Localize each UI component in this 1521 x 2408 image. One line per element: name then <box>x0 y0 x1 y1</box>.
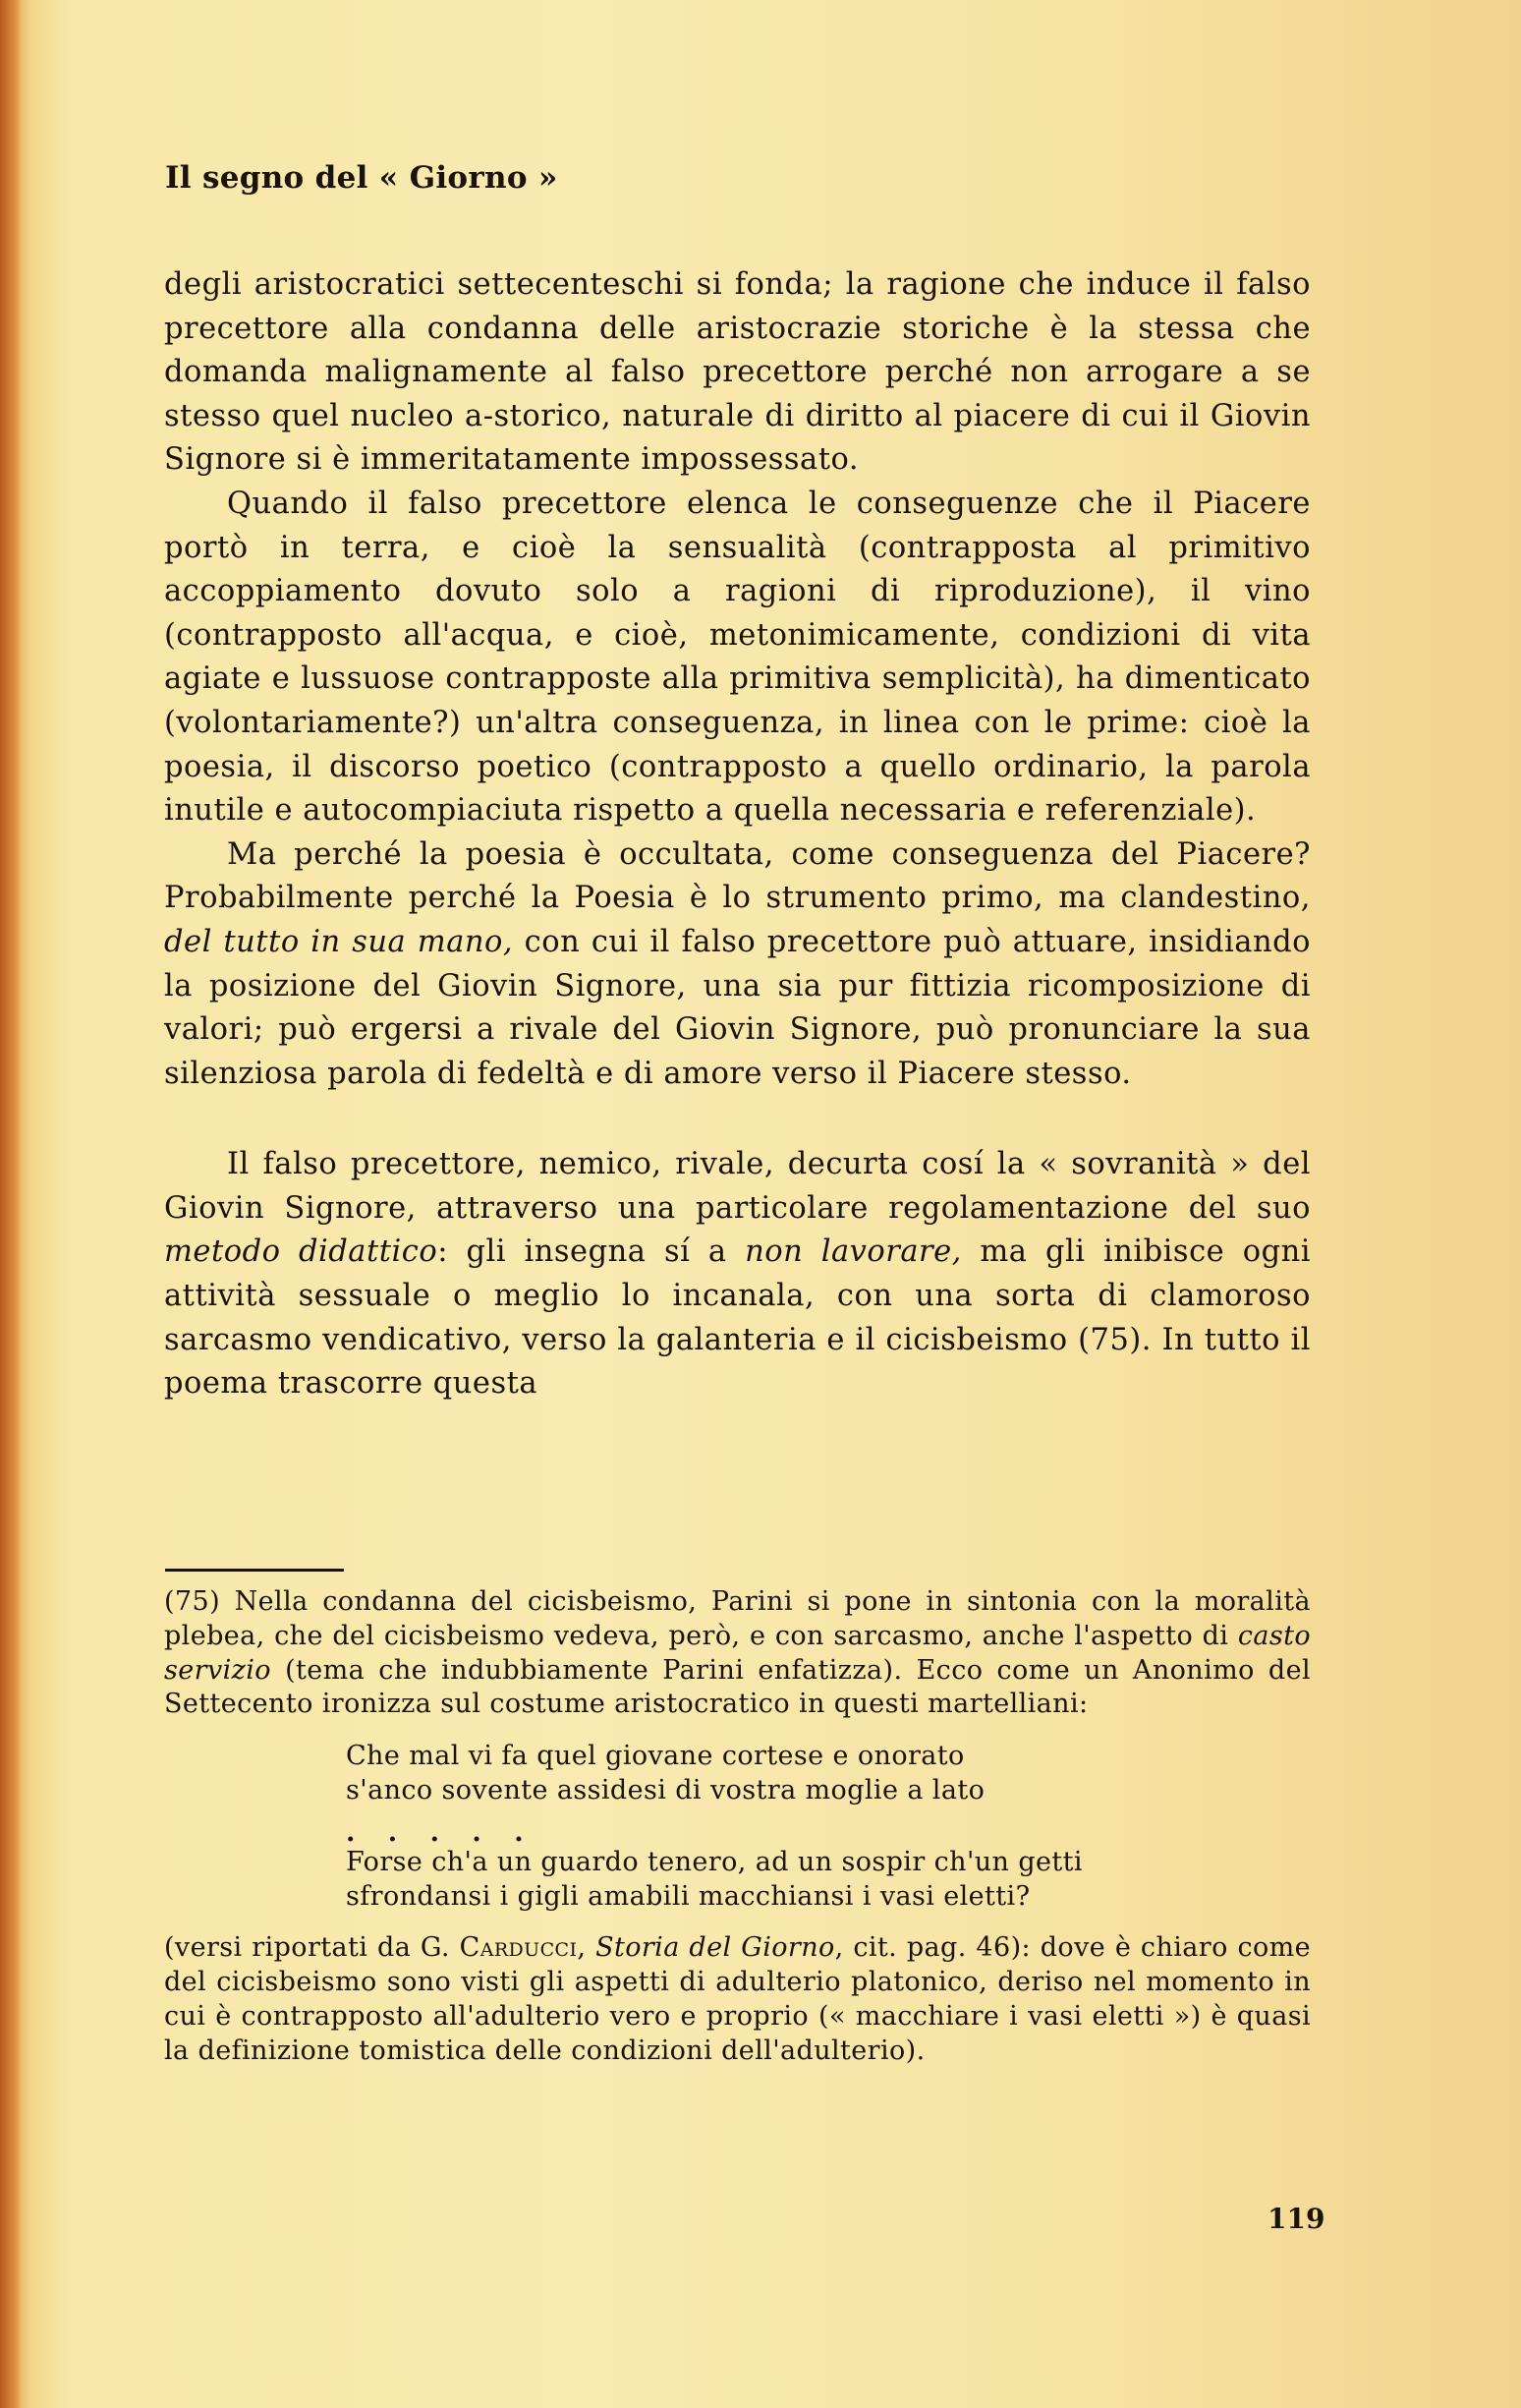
paragraph-4-text-a: Il falso precettore, nemico, rivale, decurta cosí la « sovranità » del Giovin Signore, attraverso una particolare regolamentazione del suo <box>164 1147 1311 1226</box>
footnote-text-c: (tema che indubbiamente Parini enfatizza). Ecco come un Anonimo del Settecento ironizza sul costume aristocratico in questi martelliani: <box>164 1654 1311 1720</box>
paragraph-4-italic-work: non lavorare, <box>745 1234 962 1270</box>
paragraph-3-text-c: con cui il falso precettore può attuare, insidiando la posizione del Giovin Signore, una sia pur fittizia ricomposizione di valori; può ergersi a rivale del Giovin Signore, può pronunciare la sua silenziosa parola di fedeltà e di amore verso il Piacere stesso. <box>164 924 1311 1091</box>
verse-line-3: Forse ch'a un guardo tenero, ad un sospir ch'un getti <box>346 1846 1083 1877</box>
page-number: 119 <box>1268 2203 1325 2235</box>
paragraph-4-text-e: ma gli inibisce ogni attività sessuale o meglio lo incanala, con una sorta di clamoroso sarcasmo vendicativo, verso la galanteria e il cicisbeismo (75). In tutto il poema trascorre questa <box>164 1234 1312 1402</box>
ellipsis-dots: . . . . . <box>346 1816 535 1848</box>
paragraph-4-italic-method: metodo didattico <box>164 1234 438 1270</box>
footnote-75 <box>164 1585 1311 2069</box>
paragraph-3 <box>164 833 1311 1097</box>
section-gap <box>164 1096 1311 1143</box>
paragraph-3-italic: del tutto in sua mano, <box>164 924 514 959</box>
paragraph-2: Quando il falso precettore elenca le conseguenze che il Piacere portò in terra, e cioè la sensualità (contrapposta al primitivo accoppiamento dovuto solo a ragioni di riproduzione), il vino (contrapposto all'acqua, e cioè, metonimicamente, condizioni di vita agiate e lussuose contrapposte alla primitiva semplicità), ha dimenticato (volontariamente?) un'altra conseguenza, in linea con le prime: cioè la poesia, il discorso poetico (contrapposto a quello ordinario, la parola inutile e autocompiaciuta rispetto a quella necessaria e referenziale). <box>164 486 1311 829</box>
paragraph-1: degli aristocratici settecenteschi si fonda; la ragione che induce il falso precettore alla condanna delle aristocrazie storiche è la stessa che domanda malignamente al falso precettore perché non arrogare a se stesso quel nucleo a-storico, naturale di diritto al piacere di cui il Giovin Signore si è immeritatamente impossessato. <box>164 267 1311 478</box>
paragraph-4-text-c: : gli insegna sí a <box>437 1234 727 1270</box>
verse-line-2: s'anco sovente assidesi di vostra moglie a lato <box>346 1774 986 1806</box>
footnote-intro <box>164 1585 1311 1722</box>
footnote-rule <box>165 1569 344 1572</box>
paragraph-4 <box>164 1143 1311 1406</box>
running-header: Il segno del « Giorno » <box>165 160 558 196</box>
verse-block-1 <box>346 1740 1311 1808</box>
footnote-text-a: (75) Nella condanna del cicisbeismo, Parini si pone in sintonia con la moralità plebea, che del cicisbeismo vedeva, però, e con sarcasmo, anche l'aspetto di <box>164 1586 1311 1651</box>
footnote-title: Storia del Giorno <box>595 1932 835 1964</box>
footnote-italic-casto: casto servizio <box>164 1620 1311 1686</box>
footnote-conclusion <box>164 1931 1311 2068</box>
footnote-text-n2a: (versi riportati da G. <box>164 1932 450 1964</box>
footnote-text-n2c: , cit. pag. 46): dove è chiaro come del cicisbeismo sono visti gli aspetti di adulterio platonico, deriso nel momento in cui è contrapposto all'adulterio vero e proprio (« macchiare i vasi eletti ») è quasi la definizione tomistica delle condizioni dell'adulterio). <box>164 1932 1312 2066</box>
verse-block-2 <box>346 1846 1311 1915</box>
main-text <box>164 263 1311 1406</box>
footnote-author: Carducci <box>459 1932 578 1964</box>
verse-line-1: Che mal vi fa quel giovane cortese e onorato <box>346 1741 965 1772</box>
verse-line-4: sfrondansi i gigli amabili macchiansi i vasi eletti? <box>346 1880 1031 1912</box>
paragraph-3-text-a: Ma perché la poesia è occultata, come conseguenza del Piacere? Probabilmente perché la Poesia è lo strumento primo, ma clandestino, <box>164 836 1311 916</box>
footnote-comma: , <box>577 1932 587 1964</box>
